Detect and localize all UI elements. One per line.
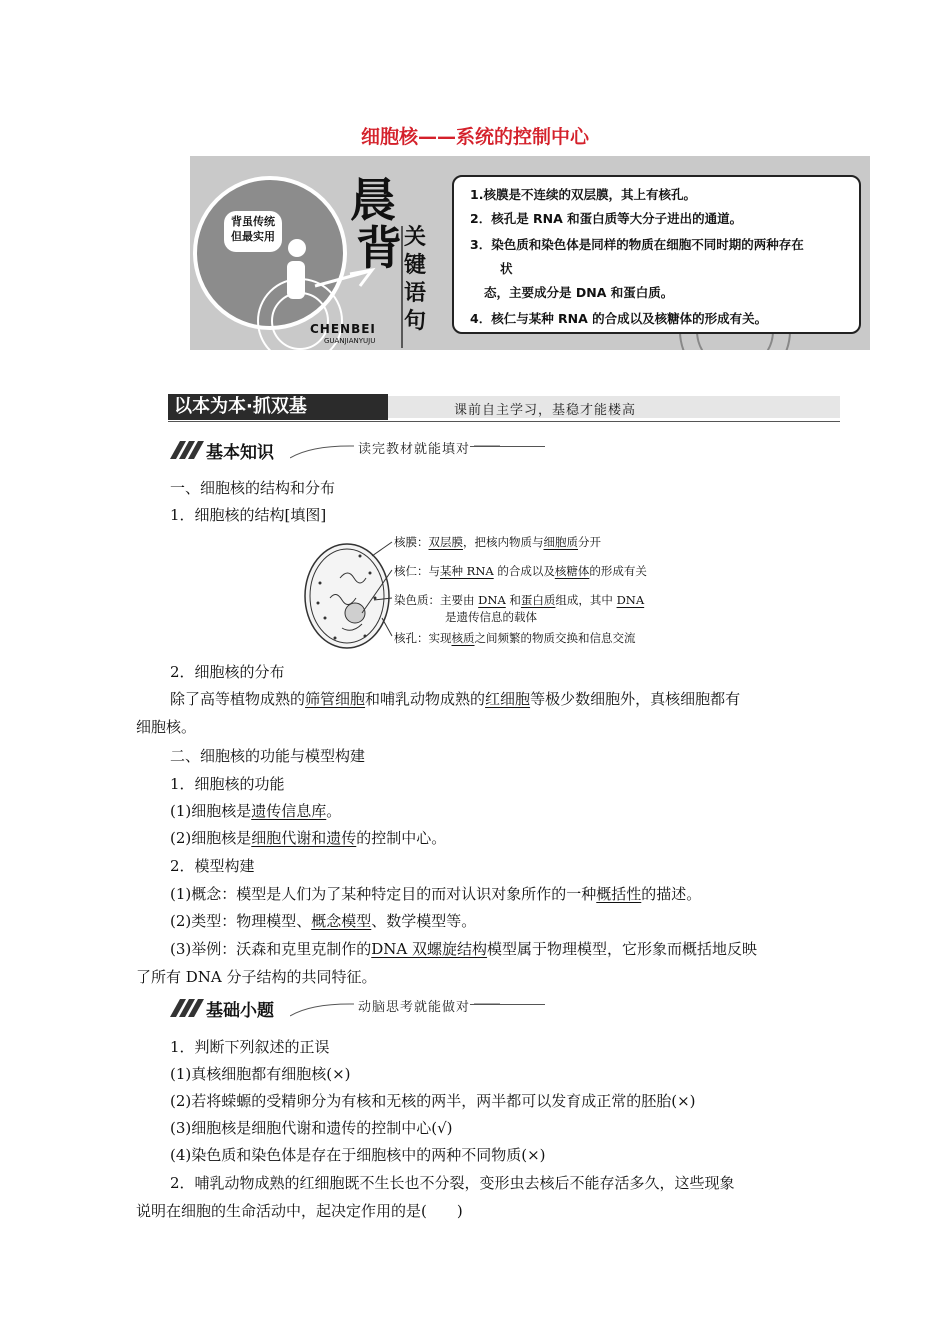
quiz-q1-4: (4)染色质和染色体是存在于细胞核中的两种不同物质(×) [170,1146,546,1164]
label-chromatin-2: 是遗传信息的载体 [445,610,537,624]
distribution-line-2: 细胞核。 [136,718,197,736]
key-line-3: 3．染色质和染色体是同样的物质在细胞不同时期的两种存在 [470,237,804,252]
label-pore: 核孔：实现核质之间频繁的物质交换和信息交流 [394,631,636,645]
distribution-line-1: 除了高等植物成熟的筛管细胞和哺乳动物成熟的红细胞等极少数细胞外，真核细胞都有 [170,690,741,708]
model-example-1: (3)举例：沃森和克里克制作的DNA 双螺旋结构模型属于物理模型，它形象而概括地反映 [170,940,758,958]
heading-rule-2 [470,1004,545,1005]
big-char-1: 晨 [350,173,396,227]
model-concept: (1)概念：模型是人们为了某种特定目的而对认识对象所作的一种概括性的描述。 [170,885,702,903]
basic-knowledge-heading: 基本知识 [206,443,274,463]
section-bar-label: 以本为本·抓双基 [168,394,388,420]
heading-1-1: 1．细胞核的结构[填图] [170,506,327,524]
guanjian-text: GUANJIANYUJU [324,337,376,345]
vchar-1: 关 [404,225,427,250]
big-char-2: 背 [356,221,402,275]
vertical-key-title [404,224,430,336]
basic-quiz-subtitle: 动脑思考就能做对 [354,996,474,1015]
function-2: (2)细胞核是细胞代谢和遗传的控制中心。 [170,829,447,847]
stripes-icon [170,439,204,461]
speech-bubble [224,211,282,252]
key-line-2: 2．核孔是 RNA 和蛋白质等大分子进出的通道。 [470,211,743,226]
label-nucleolus: 核仁：与某种 RNA 的合成以及核糖体的形成有关 [394,564,647,578]
key-line-3b: 状 [500,261,513,276]
heading-2-1: 1．细胞核的功能 [170,775,285,793]
quiz-q1: 1．判断下列叙述的正误 [170,1038,330,1056]
key-sentences-box [452,175,861,334]
quiz-q2-line2: 说明在细胞的生命活动中，起决定作用的是( ) [136,1202,463,1220]
key-line-4: 4．核仁与某种 RNA 的合成以及核糖体的形成有关。 [470,311,768,326]
bubble-line-1: 背虽传统 [231,215,275,228]
function-1: (1)细胞核是遗传信息库。 [170,802,342,820]
quiz-q2: 2．哺乳动物成熟的红细胞既不生长也不分裂，变形虫去核后不能存活多久，这些现象 [170,1174,735,1192]
basic-knowledge-subtitle: 读完教材就能填对 [354,438,474,457]
label-chromatin: 染色质：主要由 DNA 和蛋白质组成，其中 DNA [394,593,645,607]
key-line-3c: 态，主要成分是 DNA 和蛋白质。 [484,285,674,300]
label-membrane: 核膜：双层膜，把核内物质与细胞质分开 [394,535,601,549]
bubble-line-2: 但最实用 [231,230,275,243]
stripes-icon-2 [170,997,204,1019]
heading-1: 一、细胞核的结构和分布 [170,479,336,497]
quiz-q1-1: (1)真核细胞都有细胞核(×) [170,1065,351,1083]
basic-quiz-heading: 基础小题 [206,1001,274,1021]
vchar-3: 语 [404,281,427,306]
model-types: (2)类型：物理模型、概念模型、数学模型等。 [170,912,477,930]
heading-1-2: 2．细胞核的分布 [170,663,285,681]
vchar-4: 句 [404,309,427,334]
model-example-2: 了所有 DNA 分子结构的共同特征。 [136,968,377,986]
page-title: 细胞核——系统的控制中心 [360,126,589,148]
chenbei-text: CHENBEI [310,322,376,336]
section-bar-subtitle: 课前自主学习，基稳才能楼高 [454,403,637,418]
key-line-1: 1.核膜是不连续的双层膜，其上有核孔。 [470,187,696,202]
vchar-2: 键 [404,253,427,278]
heading-2-2: 2．模型构建 [170,857,255,875]
section-bar-line [168,421,840,422]
nucleus-diagram [300,538,395,653]
heading-2: 二、细胞核的功能与模型构建 [170,747,366,765]
heading-rule [470,446,545,447]
quiz-q1-2: (2)若将蝾螈的受精卵分为有核和无核的两半，两半都可以发育成正常的胚胎(×) [170,1092,696,1110]
quiz-q1-3: (3)细胞核是细胞代谢和遗传的控制中心(√) [170,1119,453,1137]
